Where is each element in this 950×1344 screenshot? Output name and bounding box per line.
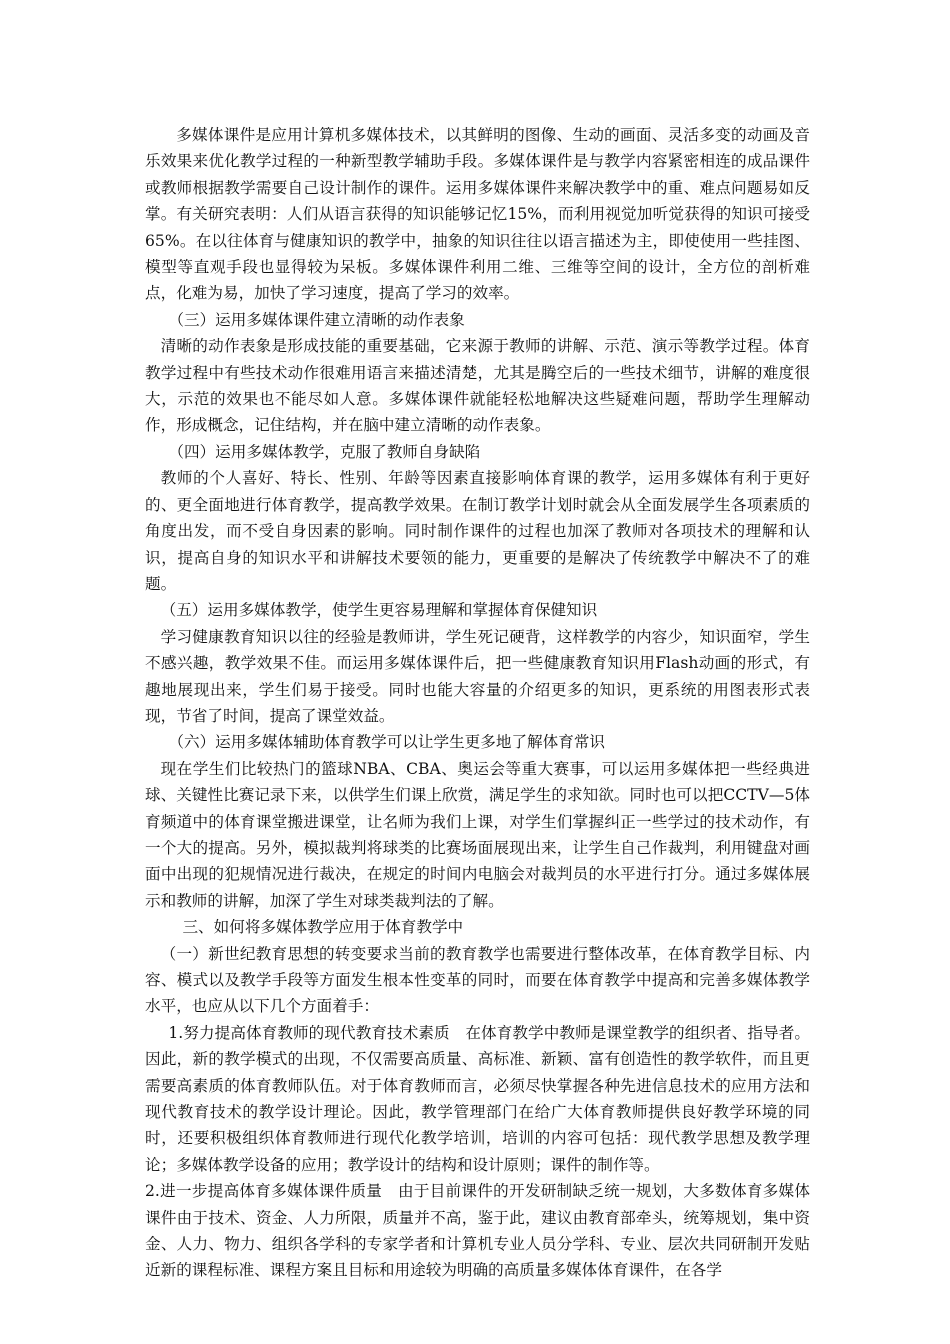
heading-section-6: （六）运用多媒体辅助体育教学可以让学生更多地了解体育常识 <box>168 733 606 752</box>
paragraph-item-1: 1.努力提高体育教师的现代教育技术素质 在体育教学中教师是课堂教学的组织者、指导者。因此，新的教学模式的出现，不仅需要高质量、高标准、新颖、富有创造性的教学软件，而且更需要高素质的体育教师队伍。对于体育教师而言，必须尽快掌握各种先进信息技术的应用方法和现代教育技术的教学设计理论。因此，教学管理部门在给广大体育教师提供良好教学环境的同时，还要积极组织体育教师进行现代化教学培训，培训的内容可包括：现代教学思想及教学理论；多媒体教学设备的应用；教学设计的结构和设计原则；课件的制作等。 <box>145 1023 810 1174</box>
heading-section-4: （四）运用多媒体教学，克服了教师自身缺陷 <box>168 442 481 461</box>
heading-part-3: 三、如何将多媒体教学应用于体育教学中 <box>182 918 464 937</box>
paragraph-multimedia-intro: 多媒体课件是应用计算机多媒体技术，以其鲜明的图像、生动的画面、灵活多变的动画及音乐效果来优化教学过程的一种新型教学辅助手段。多媒体课件是与教学内容紧密相连的成品课件或教师根据教学需要自己设计制作的课件。运用多媒体课件来解决教学中的重、难点问题易如反掌。有关研究表明：人们从语言获得的知识能够记忆15%，而利用视觉加听觉获得的知识可接受65%。在以往体育与健康知识的教学中，抽象的知识往往以语言描述为主，即使使用一些挂图、模型等直观手段也显得较为呆板。多媒体课件利用二维、三维等空间的设计，全方位的剖析难点，化难为易，加快了学习速度，提高了学习的效率。 <box>145 126 810 303</box>
paragraph-reform: （一）新世纪教育思想的转变要求当前的教育教学也需要进行整体改革，在体育教学目标、内容、模式以及教学手段等方面发生根本性变革的同时，而要在体育教学中提高和完善多媒体教学水平，也应从以下几个方面着手： <box>145 944 810 1016</box>
paragraph-teacher-factors: 教师的个人喜好、特长、性别、年龄等因素直接影响体育课的教学，运用多媒体有利于更好的、更全面地进行体育教学，提高教学效果。在制订教学计划时就会从全面发展学生各项素质的角度出发，而不受自身因素的影响。同时制作课件的过程也加深了教师对各项技术的理解和认识，提高自身的知识水平和讲解技术要领的能力，更重要的是解决了传统教学中解决不了的难题。 <box>145 469 810 593</box>
paragraph-motion-image: 清晰的动作表象是形成技能的重要基础，它来源于教师的讲解、示范、演示等教学过程。体育教学过程中有些技术动作很难用语言来描述清楚，尤其是腾空后的一些技术细节，讲解的难度很大，示范的效果也不能尽如人意。多媒体课件就能轻松地解决这些疑难问题，帮助学生理解动作，形成概念，记住结构，并在脑中建立清晰的动作表象。 <box>145 337 810 435</box>
heading-section-5: （五）运用多媒体教学，使学生更容易理解和掌握体育保健知识 <box>160 601 598 620</box>
heading-section-3: （三）运用多媒体课件建立清晰的动作表象 <box>168 310 465 329</box>
document-body <box>145 122 810 1284</box>
paragraph-health-knowledge: 学习健康教育知识以往的经验是教师讲，学生死记硬背，这样教学的内容少，知识面窄，学生不感兴趣，教学效果不佳。而运用多媒体课件后，把一些健康教育知识用Flash动画的形式，有趣地展现出来，学生们易于接受。同时也能大容量的介绍更多的知识，更系统的用图表形式表现，节省了时间，提高了课堂效益。 <box>145 627 810 725</box>
paragraph-sports-events: 现在学生们比较热门的篮球NBA、CBA、奥运会等重大赛事，可以运用多媒体把一些经典进球、关键性比赛记录下来，以供学生们课上欣赏，满足学生的求知欲。同时也可以把CCTV—5体育频道中的体育课堂搬进课堂，让名师为我们上课，对学生们掌握纠正一些学过的技术动作，有一个大的提高。另外，模拟裁判将球类的比赛场面展现出来，让学生自己作裁判，利用键盘对画面中出现的犯规情况进行裁决，在规定的时间内电脑会对裁判员的水平进行打分。通过多媒体展示和教师的讲解，加深了学生对球类裁判法的了解。 <box>145 759 810 910</box>
paragraph-item-2: 2.进一步提高体育多媒体课件质量 由于目前课件的开发研制缺乏统一规划，大多数体育多媒体课件由于技术、资金、人力所限，质量并不高，鉴于此，建议由教育部牵头，统筹规划，集中资金、人力、物力、组织各学科的专家学者和计算机专业人员分学科、专业、层次共同研制开发贴近新的课程标准、课程方案且目标和用途较为明确的高质量多媒体体育课件，在各学 <box>145 1182 810 1280</box>
